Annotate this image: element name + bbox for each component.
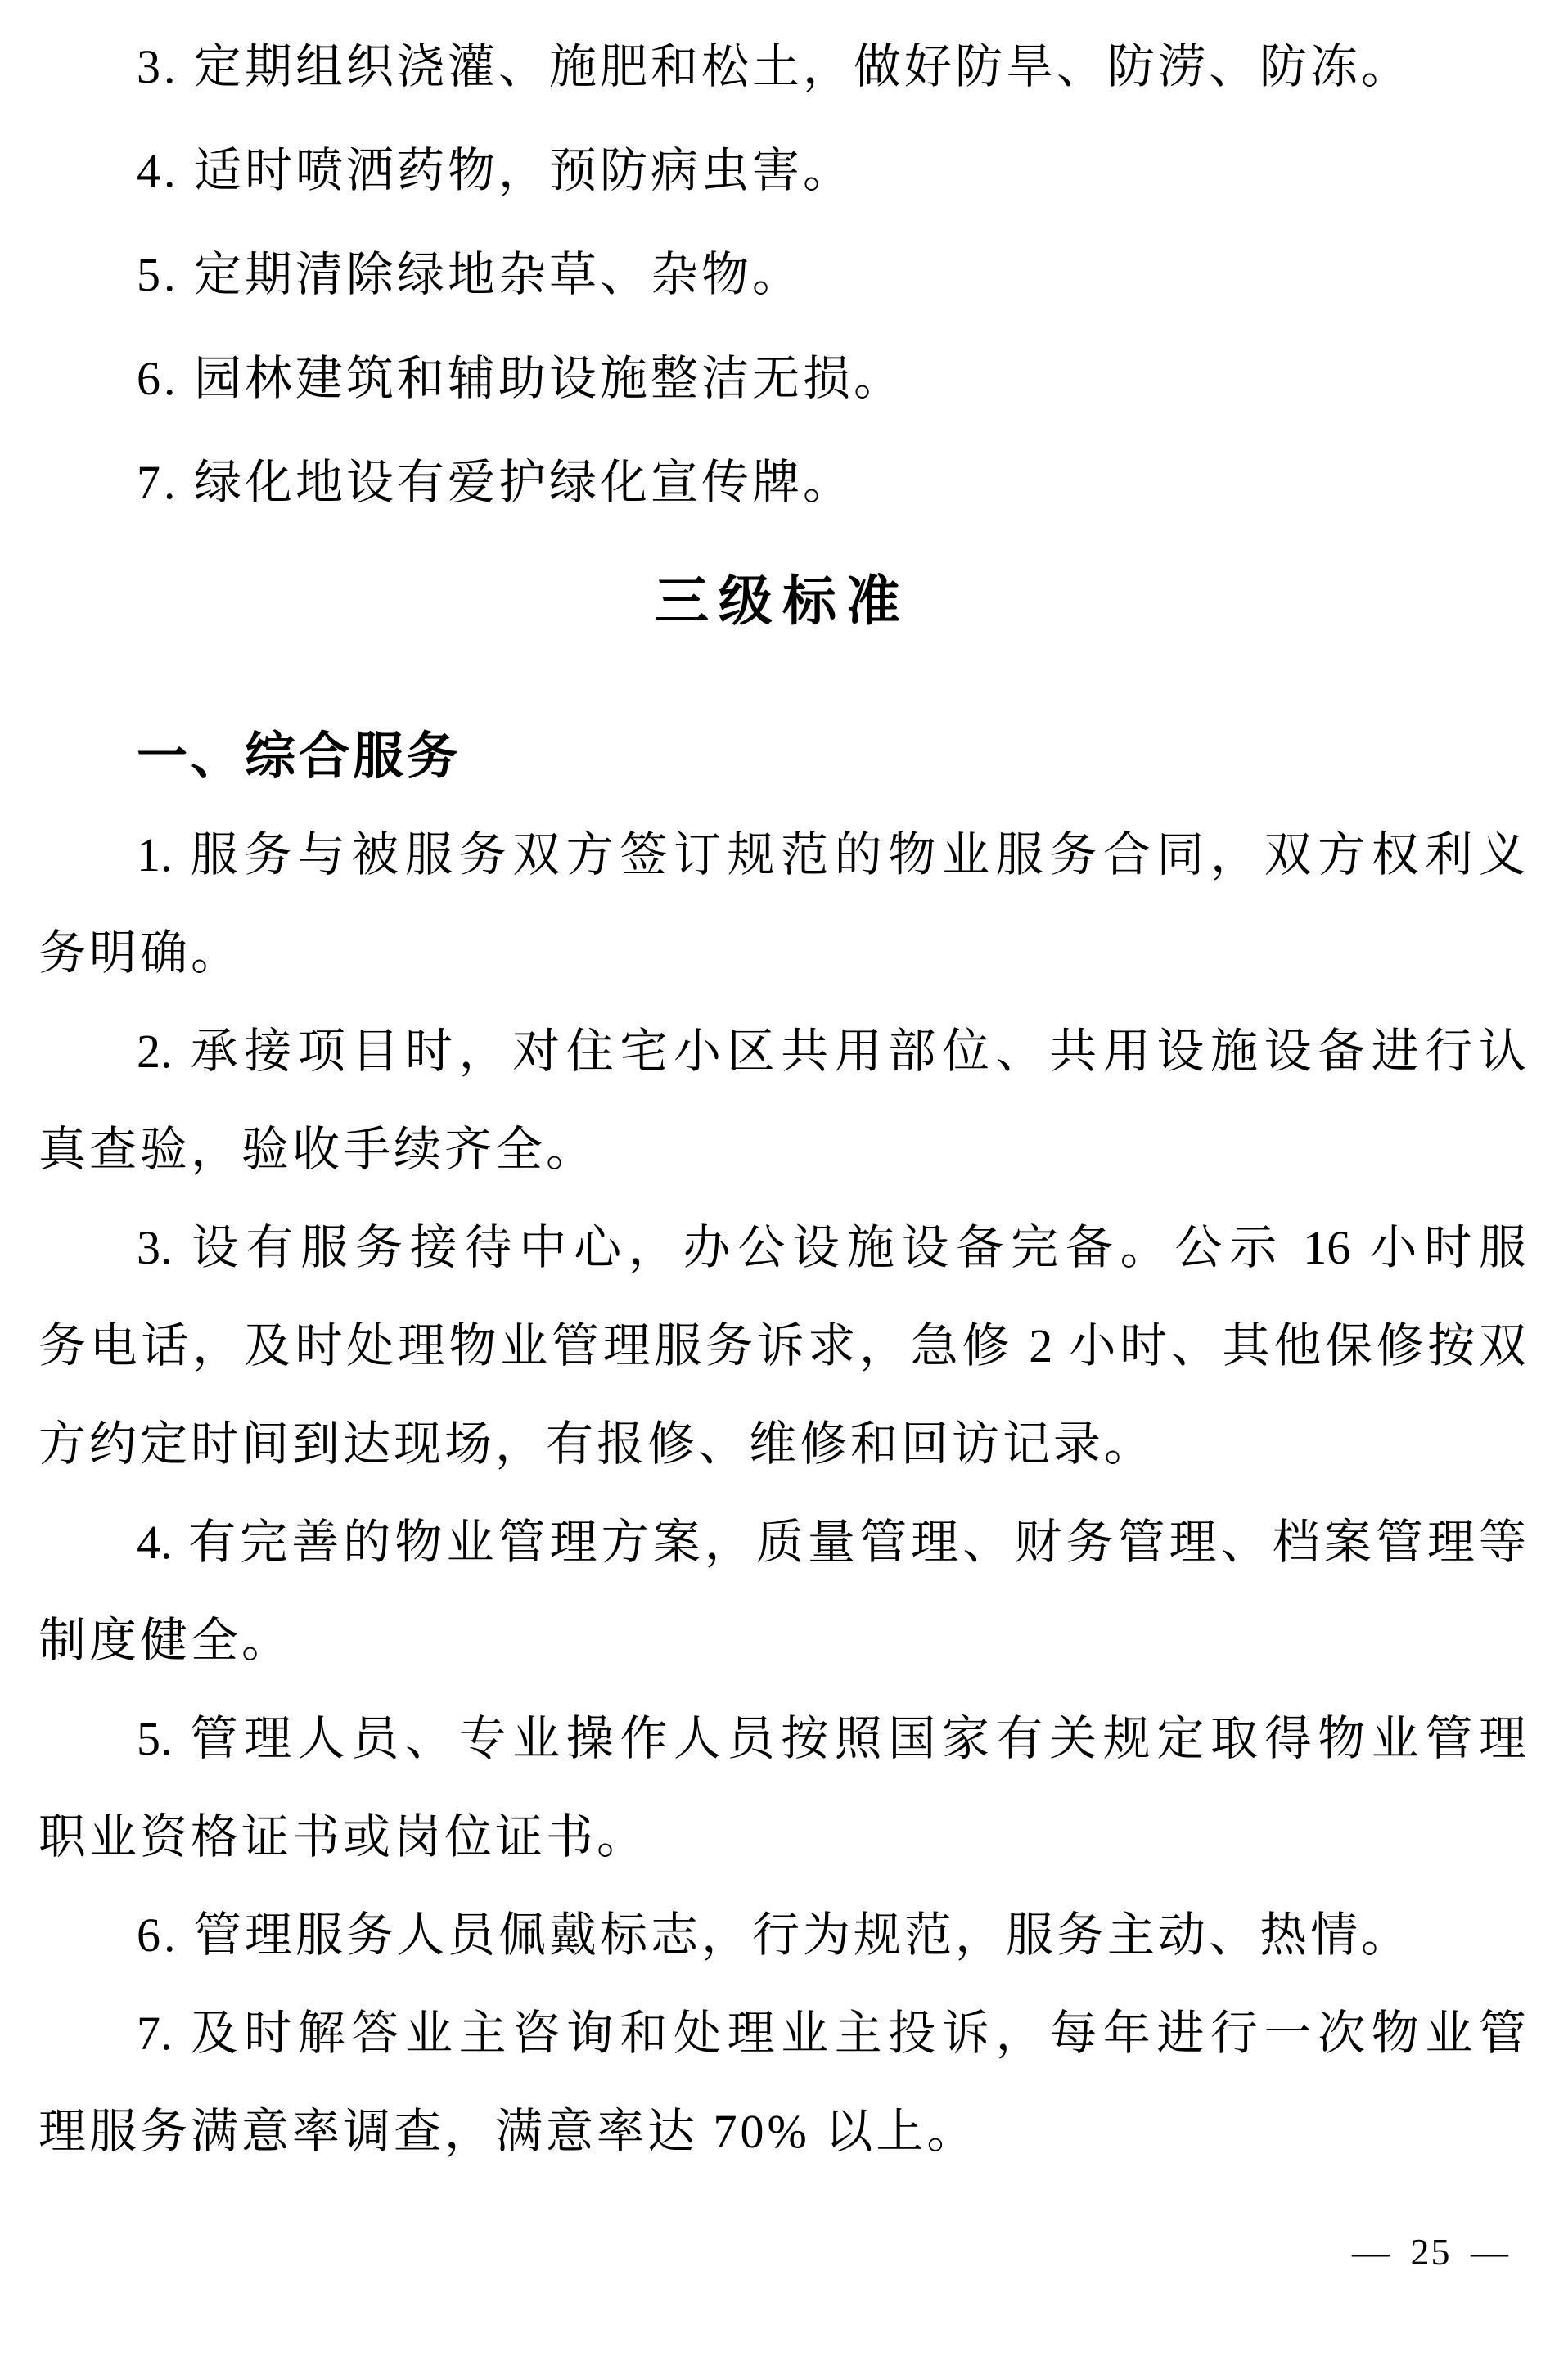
section-paragraphs [38,806,1526,2181]
list-item: 4. 适时喷洒药物，预防病虫害。 [137,144,854,197]
paragraph-line: 真查验，验收手续齐全。 [38,1123,597,1176]
paragraph-line: 5. 管理人员、专业操作人员按照国家有关规定取得物业管理 [137,1712,1526,1765]
list-item: 3. 定期组织浇灌、施肥和松土，做好防旱、防涝、防冻。 [137,40,1413,93]
paragraph [38,1494,1526,1690]
paragraph-line: 方约定时间到达现场，有报修、维修和回访记录。 [38,1417,1156,1471]
list-item: 7. 绿化地设有爱护绿化宣传牌。 [137,456,854,509]
paragraph-line: 制度健全。 [38,1614,293,1667]
list-item: 6. 园林建筑和辅助设施整洁无损。 [137,352,905,405]
page-number: — 25 — [1352,2231,1510,2273]
paragraph-line: 务明确。 [38,926,242,980]
paragraph-line: 3. 设有服务接待中心，办公设施设备完备。公示 16 小时服 [137,1221,1526,1274]
paragraph [38,806,1526,1003]
list-item: 5. 定期清除绿地杂草、杂物。 [137,248,804,301]
paragraph-line: 1. 服务与被服务双方签订规范的物业服务合同，双方权利义 [137,828,1526,881]
chapter-heading: 三级标准 [655,570,910,631]
content-area [38,15,1526,2181]
paragraph-line: 务电话，及时处理物业管理服务诉求，急修 2 小时、其他保修按双 [38,1319,1526,1372]
paragraph [38,1690,1526,1886]
paragraph-line: 理服务满意率调查，满意率达 70% 以上。 [38,2105,978,2158]
paragraph [38,1886,1526,1985]
paragraph [38,1985,1526,2181]
paragraph [38,1003,1526,1199]
paragraph-line: 2. 承接项目时，对住宅小区共用部位、共用设施设备进行认 [137,1025,1526,1078]
paragraph-line: 6. 管理服务人员佩戴标志，行为规范，服务主动、热情。 [137,1908,1413,1962]
section-heading: 一、综合服务 [137,728,462,785]
paragraph [38,1199,1526,1494]
numbered-list-top [38,15,1526,534]
paragraph-line: 7. 及时解答业主咨询和处理业主投诉，每年进行一次物业管 [137,2007,1526,2060]
paragraph-line: 4. 有完善的物业管理方案，质量管理、财务管理、档案管理等 [137,1516,1526,1569]
paragraph-line: 职业资格证书或岗位证书。 [38,1810,648,1863]
